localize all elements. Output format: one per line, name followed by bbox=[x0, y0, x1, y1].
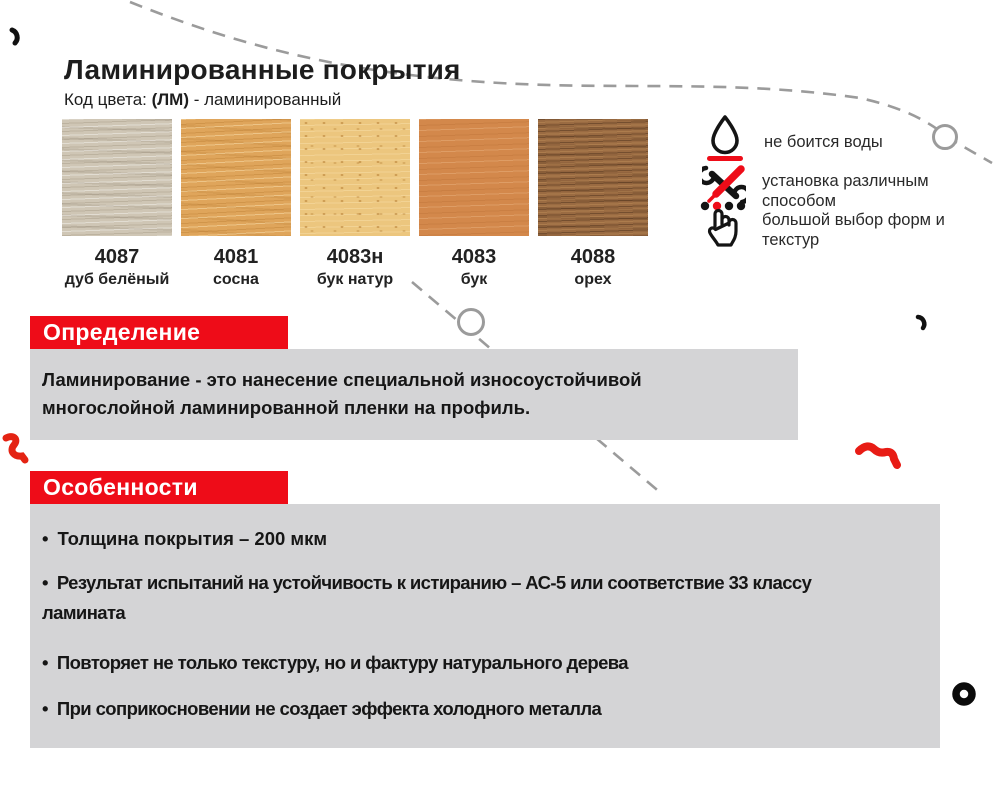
subtitle-code: (ЛМ) bbox=[151, 90, 190, 109]
swatch-code: 4081 bbox=[213, 246, 259, 268]
swatch-name: дуб белёный bbox=[64, 271, 170, 288]
feature-label: установка различным способом bbox=[762, 172, 929, 210]
swatch-name: бук натур bbox=[316, 271, 394, 288]
page-title: Ламинированные покрытия bbox=[64, 54, 461, 85]
bullet-text: При соприкосновении не создает эффекта холодного металла bbox=[56, 698, 602, 719]
feature-label: не боится воды bbox=[764, 133, 883, 151]
swatch-name: орех bbox=[574, 271, 612, 288]
bullet-dot: • bbox=[42, 528, 49, 549]
swatch-name: бук bbox=[460, 271, 488, 288]
features-header: Особенности bbox=[30, 471, 288, 504]
swatch-code: 4087 bbox=[94, 246, 140, 268]
subtitle-prefix: Код цвета: bbox=[64, 90, 152, 109]
bullet-text: Повторяет не только текстуру, но и фактуру натурального дерева bbox=[56, 652, 628, 673]
wood-swatch bbox=[538, 119, 648, 236]
bullet-text: Толщина покрытия – 200 мкм bbox=[57, 528, 328, 549]
definition-text: Ламинирование - это нанесение специальной износоустойчивой многослойной ламинированной пленки на профиль. bbox=[42, 369, 642, 418]
swatch-cell bbox=[181, 119, 291, 289]
water-drop-icon bbox=[704, 112, 746, 167]
wood-swatch bbox=[300, 119, 410, 236]
definition-panel bbox=[30, 349, 798, 440]
swatch-code: 4083 bbox=[451, 246, 497, 268]
feature-bullet bbox=[42, 694, 912, 724]
wood-swatch bbox=[419, 119, 529, 236]
color-code-subtitle bbox=[64, 90, 341, 110]
features-bullet-list bbox=[42, 524, 912, 724]
feature-bullet bbox=[42, 568, 862, 628]
features-panel bbox=[30, 504, 940, 748]
feature-bullet bbox=[42, 648, 912, 678]
feature-label: большой выбор форм и текстур bbox=[762, 211, 945, 249]
swatch-cell bbox=[538, 119, 648, 289]
bullet-dot: • bbox=[42, 572, 48, 593]
bullet-dot: • bbox=[42, 652, 48, 673]
feature-variety bbox=[700, 200, 957, 257]
bullet-dot: • bbox=[42, 698, 48, 719]
swatch-code: 4088 bbox=[570, 246, 616, 268]
subtitle-suffix: - ламинированный bbox=[189, 90, 342, 109]
swatch-cell bbox=[300, 119, 410, 289]
swatch-cell bbox=[419, 119, 529, 289]
swatch-name: сосна bbox=[213, 271, 259, 288]
color-swatch-row bbox=[62, 119, 648, 289]
feature-bullet bbox=[42, 524, 912, 554]
definition-header: Определение bbox=[30, 316, 288, 349]
swatch-code: 4083н bbox=[326, 246, 384, 268]
feature-water bbox=[704, 112, 883, 167]
swatch-cell bbox=[62, 119, 172, 289]
hand-choice-icon bbox=[700, 200, 748, 257]
wood-swatch bbox=[181, 119, 291, 236]
wood-swatch bbox=[62, 119, 172, 236]
bullet-text: Результат испытаний на устойчивость к истиранию – АС-5 или соответствие 33 классу ламината bbox=[42, 572, 812, 623]
